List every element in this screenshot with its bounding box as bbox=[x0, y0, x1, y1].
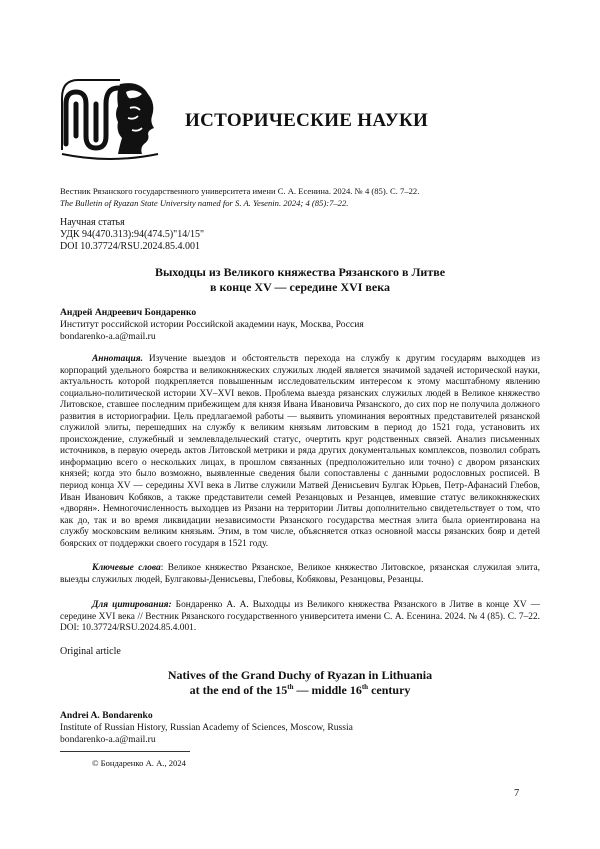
journal-citation-en: The Bulletin of Ryazan State University named for S. A. Yesenin. 2024; 4 (85):7–22. bbox=[60, 198, 349, 208]
abstract-text: Изучение выездов и обстоятельств перехода на службу к другим государям выходцев из корпораций удельного боярства и великокняжеских служилых людей является значимой задачей исторической науки, актуальность которой подкрепляется повышенным исследовательским интересом к этому масштабному явлению социально-политической истории XV–XVI веков. Проблема выезда рязанских служилых людей в Великое княжество Литовское, ставшее последним прибежищем для князя Ивана Ивановича Рязанского, до сих пор не получила должного развития в историографии. Цель предлагаемой работы — выявить упоминания вероятных представителей рязанской служилой элиты, перешедших на службу к великим князьям литовским в период до 1521 года, установить их происхождение, служебный и землевладельческий статус, очертить круг родственных связей. Анализ письменных источников, в первую очередь актов Литовской метрики и ряда других документальных комплексов, позволил собрать информацию всего о нескольких лицах, в прошлом связанных (предположительно или точно) с двором рязанских князей; когда это было возможно, выявленные сведения были сопоставлены с данными родословных росписей. В период конца XV — середины XVI века в Литве служили Матвей Денисьевич Булгак Юрьев, Петр-Афанасий Глебов, Иван Иванович Кобяков, а также представители семей Резанцовых и Резанцев, имевшие статус великокняжеских «дворян». Немногочисленность выходцев из Рязани на территории Литвы дополнительно свидетельствует о том, что как до, так и во время ликвидации независимости Рязанского государства местная элита была ориентирована на службу московским великим князьям. Этим, в том числе, объясняется отказ основной массы рязанских бояр и детей боярских от поддержки своего государя в 1521 году. bbox=[60, 354, 540, 549]
article-title-en-line1: Natives of the Grand Duchy of Ryazan in Lithuania bbox=[167, 668, 433, 682]
article-title-ru bbox=[60, 265, 540, 294]
doi: DOI 10.37724/RSU.2024.85.4.001 bbox=[60, 241, 201, 252]
article-title-en bbox=[60, 668, 540, 697]
page-number: 7 bbox=[514, 788, 520, 799]
author-email-en: bondarenko-a.a@mail.ru bbox=[60, 734, 156, 745]
author-name-ru: Андрей Андреевич Бондаренко bbox=[60, 307, 197, 318]
author-email-ru: bondarenko-a.a@mail.ru bbox=[60, 331, 156, 342]
author-name-en: Andrei A. Bondarenko bbox=[60, 710, 153, 721]
article-type-ru: Научная статья bbox=[60, 217, 125, 228]
citation bbox=[60, 600, 540, 635]
article-title-ru-line1: Выходцы из Великого княжества Рязанского в Литве bbox=[154, 265, 446, 279]
article-type-en: Original article bbox=[60, 646, 121, 657]
author-affiliation-ru: Институт российской истории Российской академии наук, Москва, Россия bbox=[60, 319, 364, 330]
article-title-en-line2: at the end of the 15th — middle 16th century bbox=[189, 682, 411, 697]
author-affiliation-en: Institute of Russian History, Russian Academy of Sciences, Moscow, Russia bbox=[60, 722, 353, 733]
section-title: ИСТОРИЧЕСКИЕ НАУКИ bbox=[185, 110, 429, 131]
journal-citation-ru: Вестник Рязанского государственного университета имени С. А. Есенина. 2024. № 4 (85). С. 7–22. bbox=[60, 186, 420, 196]
keywords bbox=[60, 563, 540, 586]
article-title-ru-line2: в конце XV — середине XVI века bbox=[210, 279, 390, 294]
citation-text: Бондаренко А. А. Выходцы из Великого княжества Рязанского в Литве в конце XV — середине XVI века // Вестник Рязанского государственного университета имени С. А. Есенина. 2024. № 4 (85). С. 7–22. DOI: 10.37724/RSU.2024.85.4.001. bbox=[60, 600, 540, 634]
footnote-divider bbox=[60, 751, 190, 752]
citation-label: Для цитирования: bbox=[92, 600, 172, 610]
udk-code: УДК 94(470.313):94(474.5)"14/15" bbox=[60, 229, 205, 240]
keywords-label: Ключевые слова bbox=[92, 563, 161, 573]
copyright-note: © Бондаренко А. А., 2024 bbox=[92, 758, 186, 768]
keywords-text: : Великое княжество Рязанское, Великое княжество Литовское, рязанская служилая элита, выезды служилых людей, Булгаковы-Денисьевы, Глебовы, Кобяковы, Резанцовы, Резанцы. bbox=[60, 563, 540, 585]
journal-logo-emblem bbox=[60, 74, 160, 160]
abstract bbox=[60, 354, 540, 550]
abstract-label: Аннотация. bbox=[92, 354, 143, 364]
